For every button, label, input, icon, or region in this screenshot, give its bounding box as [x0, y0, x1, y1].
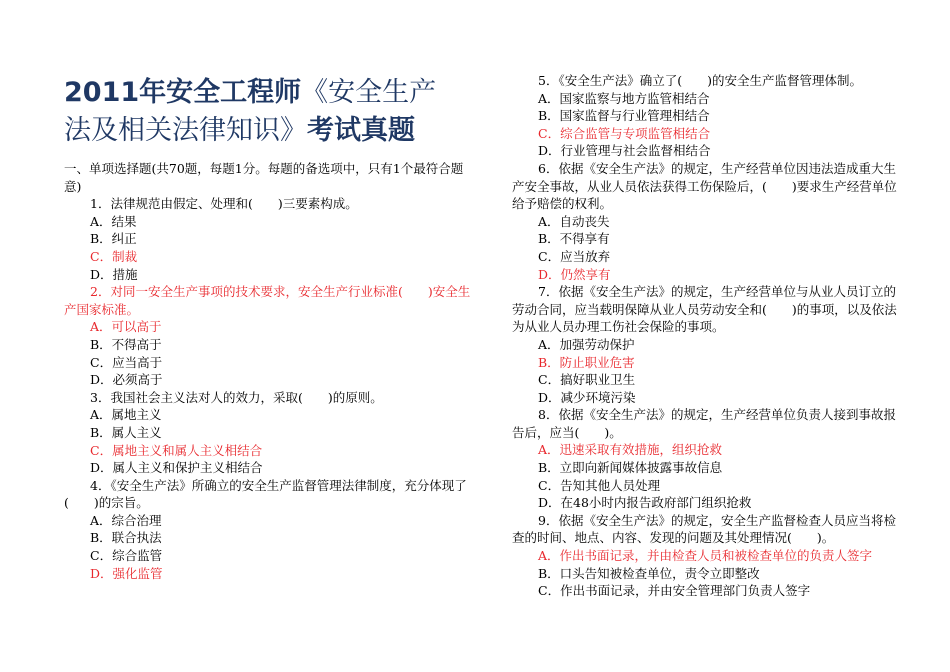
title-thin-2: 法及相关法律知识》	[64, 115, 307, 146]
answer-option: B．不得享有	[538, 231, 610, 247]
answer-option: D．减少环境污染	[538, 389, 636, 405]
answer-option: B．口头告知被检查单位，责令立即整改	[538, 565, 760, 581]
question-stem: 4．《安全生产法》所确立的安全生产监督管理法律制度，充分体现了( )的宗旨。	[64, 477, 467, 511]
answer-option: B．纠正	[90, 231, 137, 247]
answer-option: B．属人主义	[90, 424, 162, 440]
left-question-list	[64, 195, 474, 582]
answer-option: A．国家监察与地方监管相结合	[538, 90, 710, 106]
title-bold-1: 2011年安全工程师	[64, 77, 302, 108]
answer-option: D．必须高于	[90, 372, 163, 388]
answer-option: C．搞好职业卫生	[538, 372, 636, 388]
answer-option: B．不得高于	[90, 336, 162, 352]
answer-option: B．立即向新闻媒体披露事故信息	[538, 460, 723, 476]
answer-option: C．应当高于	[90, 354, 163, 370]
answer-option: A．属地主义	[90, 407, 162, 423]
answer-option: D．行业管理与社会监督相结合	[538, 143, 711, 159]
left-column	[64, 160, 474, 582]
answer-option: A．迅速采取有效措施，组织抢救	[538, 442, 723, 458]
answer-option: D．在48小时内报告政府部门组织抢救	[538, 495, 752, 511]
answer-option: D．措施	[90, 266, 138, 282]
question-stem: 2．对同一安全生产事项的技术要求，安全生产行业标准( )安全生产国家标准。	[64, 284, 471, 317]
answer-option: B．防止职业危害	[538, 354, 635, 370]
answer-option: C．制裁	[90, 248, 138, 264]
question-stem: 6．依据《安全生产法》的规定，生产经营单位因违法造成重大生产安全事故，从业人员依法获得工伤保险后，( )要求生产经营单位给予赔偿的权利。	[512, 160, 897, 212]
answer-option: B．国家监督与行业管理相结合	[538, 108, 710, 124]
question-stem: 1．法律规范由假定、处理和( )三要素构成。	[90, 196, 358, 212]
answer-option: D．属人主义和保护主义相结合	[90, 460, 263, 476]
answer-option: C．属地主义和属人主义相结合	[90, 442, 263, 458]
section-heading: 一、单项选择题(共70题，每题1分。每题的备选项中，只有1个最符合题意)	[64, 161, 464, 194]
answer-option: A．加强劳动保护	[538, 336, 635, 352]
question-stem: 5．《安全生产法》确立了( )的安全生产监督管理体制。	[538, 73, 862, 88]
document-title	[64, 74, 484, 150]
title-bold-2: 考试真题	[307, 115, 415, 146]
answer-option: B．联合执法	[90, 530, 162, 546]
question-stem: 9．依据《安全生产法》的规定，安全生产监督检查人员应当将检查的时间、地点、内容、发现的问题及其处理情况( )。	[512, 512, 896, 546]
answer-option: A．可以高于	[90, 319, 162, 335]
answer-option: A．综合治理	[90, 512, 162, 528]
title-thin-1: 《安全生产	[301, 77, 437, 108]
answer-option: C．告知其他人员处理	[538, 477, 661, 493]
answer-option: C．综合监管	[90, 548, 163, 564]
answer-option: C．综合监管与专项监管相结合	[538, 125, 711, 141]
right-question-list	[512, 72, 897, 600]
question-stem: 7．依据《安全生产法》的规定，生产经营单位与从业人员订立的劳动合同，应当载明保障从业人员劳动安全和( )的事项，以及依法为从业人员办理工伤社会保险的事项。	[512, 284, 897, 335]
answer-option: D．强化监管	[90, 565, 163, 581]
answer-option: A．作出书面记录，并由检查人员和被检查单位的负责人签字	[538, 548, 873, 564]
answer-option: C．作出书面记录，并由安全管理部门负责人签字	[538, 583, 811, 599]
answer-option: D．仍然享有	[538, 266, 611, 282]
question-stem: 8．依据《安全生产法》的规定，生产经营单位负责人接到事故报告后，应当( )。	[512, 407, 896, 440]
question-stem: 3．我国社会主义法对人的效力，采取( )的原则。	[90, 389, 383, 405]
right-column	[512, 72, 897, 600]
answer-option: A．自动丧失	[538, 213, 610, 229]
answer-option: C．应当放弃	[538, 248, 611, 264]
answer-option: A．结果	[90, 213, 137, 229]
